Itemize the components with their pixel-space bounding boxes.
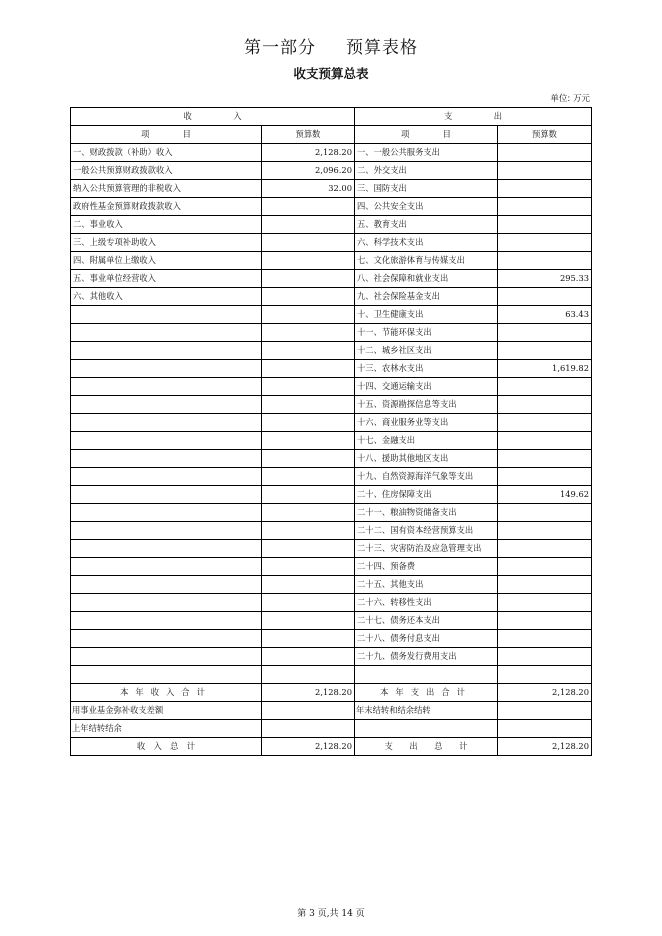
expense-group-header: 支 出 (355, 108, 592, 126)
table-row (71, 540, 592, 558)
income-item: 纳入公共预算管理的非税收入 (71, 180, 262, 198)
income-amount (262, 468, 355, 486)
group-header-row (71, 108, 592, 126)
income-item (71, 324, 262, 342)
income-item (71, 612, 262, 630)
income-item (71, 666, 262, 684)
income-item: 六、其他收入 (71, 288, 262, 306)
table-row (71, 288, 592, 306)
expense-item: 十、卫生健康支出 (355, 306, 498, 324)
table-row (71, 306, 592, 324)
income-amount (262, 252, 355, 270)
section-label: 预算表格 (346, 38, 418, 58)
table-row (71, 252, 592, 270)
income-amount (262, 504, 355, 522)
income-group-header: 收 入 (71, 108, 355, 126)
expense-amount: 149.62 (498, 486, 592, 504)
expense-amount (498, 234, 592, 252)
page-part-title (0, 33, 662, 58)
income-item (71, 486, 262, 504)
expense-amount (498, 522, 592, 540)
expense-year-total-label: 本年支出合计 (355, 683, 498, 701)
expense-item: 五、教育支出 (355, 216, 498, 234)
expense-amount (498, 576, 592, 594)
table-row (71, 198, 592, 216)
expense-amount: 63.43 (498, 306, 592, 324)
income-amount (262, 522, 355, 540)
expense-extra-amount (498, 719, 592, 737)
table-row (71, 594, 592, 612)
expense-amount (498, 468, 592, 486)
income-extra-label: 用事业基金弥补收支差额 (71, 701, 262, 719)
expense-item: 二十六、转移性支出 (355, 594, 498, 612)
income-item: 四、附属单位上缴收入 (71, 252, 262, 270)
expense-item: 三、国防支出 (355, 180, 498, 198)
income-item (71, 414, 262, 432)
expense-item: 七、文化旅游体育与传媒支出 (355, 252, 498, 270)
unit-label: 单位: 万元 (550, 94, 590, 104)
table-row (71, 450, 592, 468)
expense-item: 十九、自然资源海洋气象等支出 (355, 468, 498, 486)
income-item (71, 342, 262, 360)
expense-item: 十二、城乡社区支出 (355, 342, 498, 360)
income-amount (262, 558, 355, 576)
table-row (71, 522, 592, 540)
column-header-row (71, 126, 592, 144)
expense-amount (498, 342, 592, 360)
expense-item: 二十五、其他支出 (355, 576, 498, 594)
table-row (71, 234, 592, 252)
table-row (71, 180, 592, 198)
grand-total-row (71, 737, 592, 755)
table-row (71, 630, 592, 648)
expense-amount (498, 594, 592, 612)
expense-amount (498, 630, 592, 648)
table-row (71, 342, 592, 360)
income-item (71, 432, 262, 450)
year-total-row (71, 683, 592, 701)
income-item (71, 468, 262, 486)
income-amount (262, 450, 355, 468)
page-footer: 第 3 页,共 14 页 (297, 909, 365, 919)
expense-amount: 295.33 (498, 270, 592, 288)
expense-item: 二十七、债务还本支出 (355, 612, 498, 630)
income-item (71, 594, 262, 612)
income-amount (262, 378, 355, 396)
expense-amount (498, 252, 592, 270)
table-row (71, 432, 592, 450)
income-amount (262, 198, 355, 216)
expense-item: 二十、住房保障支出 (355, 486, 498, 504)
expense-item: 十六、商业服务业等支出 (355, 414, 498, 432)
expense-amount (498, 540, 592, 558)
income-amount (262, 594, 355, 612)
income-amount (262, 306, 355, 324)
income-item (71, 306, 262, 324)
expense-item: 十五、资源勘探信息等支出 (355, 396, 498, 414)
income-item (71, 378, 262, 396)
expense-extra-label (355, 719, 498, 737)
extra-row (71, 719, 592, 737)
income-amount (262, 432, 355, 450)
expense-amount (498, 324, 592, 342)
income-item (71, 540, 262, 558)
expense-amount (498, 612, 592, 630)
income-amount (262, 630, 355, 648)
income-item: 二、事业收入 (71, 216, 262, 234)
extra-row (71, 701, 592, 719)
expense-amount (498, 666, 592, 684)
expense-item: 二十二、国有资本经营预算支出 (355, 522, 498, 540)
income-extra-amount (262, 701, 355, 719)
income-amount (262, 576, 355, 594)
income-amount (262, 486, 355, 504)
expense-amount-header: 预算数 (498, 126, 592, 144)
income-item: 政府性基金预算财政拨款收入 (71, 198, 262, 216)
expense-item: 二十一、粮油物资储备支出 (355, 504, 498, 522)
income-amount (262, 216, 355, 234)
expense-grand-total-label: 支 出 总 计 (355, 737, 498, 755)
table-row (71, 144, 592, 162)
expense-item: 十一、节能环保支出 (355, 324, 498, 342)
table-row (71, 162, 592, 180)
income-grand-total-amount: 2,128.20 (262, 737, 355, 755)
table-row (71, 648, 592, 666)
income-item (71, 648, 262, 666)
table-row (71, 396, 592, 414)
part-label: 第一部分 (244, 38, 316, 58)
income-item (71, 504, 262, 522)
table-title: 收支预算总表 (293, 66, 369, 81)
expense-amount (498, 450, 592, 468)
table-row (71, 486, 592, 504)
expense-amount (498, 198, 592, 216)
income-item (71, 396, 262, 414)
income-year-total-amount: 2,128.20 (262, 683, 355, 701)
income-year-total-label: 本年收入合计 (71, 683, 262, 701)
expense-amount (498, 504, 592, 522)
table-row (71, 504, 592, 522)
expense-amount: 1,619.82 (498, 360, 592, 378)
table-row (71, 468, 592, 486)
income-amount: 2,096.20 (262, 162, 355, 180)
table-row (71, 360, 592, 378)
expense-amount (498, 414, 592, 432)
income-extra-amount (262, 719, 355, 737)
income-item (71, 630, 262, 648)
expense-year-total-amount: 2,128.20 (498, 683, 592, 701)
income-amount (262, 540, 355, 558)
income-item: 三、上级专项补助收入 (71, 234, 262, 252)
expense-item: 二、外交支出 (355, 162, 498, 180)
expense-amount (498, 558, 592, 576)
expense-amount (498, 162, 592, 180)
expense-item: 十八、援助其他地区支出 (355, 450, 498, 468)
expense-extra-amount (498, 701, 592, 719)
expense-amount (498, 432, 592, 450)
expense-item: 二十八、债务付息支出 (355, 630, 498, 648)
expense-item: 十四、交通运输支出 (355, 378, 498, 396)
expense-item: 四、公共安全支出 (355, 198, 498, 216)
income-amount (262, 324, 355, 342)
expense-item: 二十九、债务发行费用支出 (355, 648, 498, 666)
income-amount (262, 648, 355, 666)
expense-extra-label: 年末结转和结余结转 (355, 701, 498, 719)
expense-amount (498, 648, 592, 666)
table-row (71, 612, 592, 630)
expense-item (355, 666, 498, 684)
expense-amount (498, 378, 592, 396)
expense-item: 十三、农林水支出 (355, 360, 498, 378)
income-amount (262, 288, 355, 306)
income-item: 一般公共预算财政拨款收入 (71, 162, 262, 180)
income-item-header: 项 目 (71, 126, 262, 144)
income-item (71, 522, 262, 540)
table-row (71, 270, 592, 288)
income-amount (262, 270, 355, 288)
expense-item: 二十四、预备费 (355, 558, 498, 576)
expense-item: 一、一般公共服务支出 (355, 144, 498, 162)
expense-amount (498, 180, 592, 198)
income-item (71, 558, 262, 576)
income-amount (262, 342, 355, 360)
expense-amount (498, 288, 592, 306)
table-row (71, 558, 592, 576)
expense-grand-total-amount: 2,128.20 (498, 737, 592, 755)
income-amount (262, 414, 355, 432)
income-extra-label: 上年结转结余 (71, 719, 262, 737)
expense-amount (498, 216, 592, 234)
table-row (71, 378, 592, 396)
table-row (71, 414, 592, 432)
expense-amount (498, 396, 592, 414)
income-amount (262, 666, 355, 684)
expense-amount (498, 144, 592, 162)
income-amount (262, 612, 355, 630)
table-row (71, 216, 592, 234)
income-item (71, 360, 262, 378)
income-amount (262, 360, 355, 378)
income-grand-total-label: 收 入 总 计 (71, 737, 262, 755)
income-amount (262, 234, 355, 252)
income-item (71, 576, 262, 594)
table-row (71, 324, 592, 342)
table-row (71, 666, 592, 684)
income-item (71, 450, 262, 468)
expense-item: 十七、金融支出 (355, 432, 498, 450)
income-amount (262, 396, 355, 414)
income-item: 五、事业单位经营收入 (71, 270, 262, 288)
expense-item: 九、社会保险基金支出 (355, 288, 498, 306)
income-amount-header: 预算数 (262, 126, 355, 144)
income-item: 一、财政拨款（补助）收入 (71, 144, 262, 162)
table-row (71, 576, 592, 594)
income-amount: 2,128.20 (262, 144, 355, 162)
expense-item: 二十三、灾害防治及应急管理支出 (355, 540, 498, 558)
budget-summary-table (70, 107, 592, 756)
expense-item: 六、科学技术支出 (355, 234, 498, 252)
expense-item: 八、社会保障和就业支出 (355, 270, 498, 288)
income-amount: 32.00 (262, 180, 355, 198)
expense-item-header: 项 目 (355, 126, 498, 144)
